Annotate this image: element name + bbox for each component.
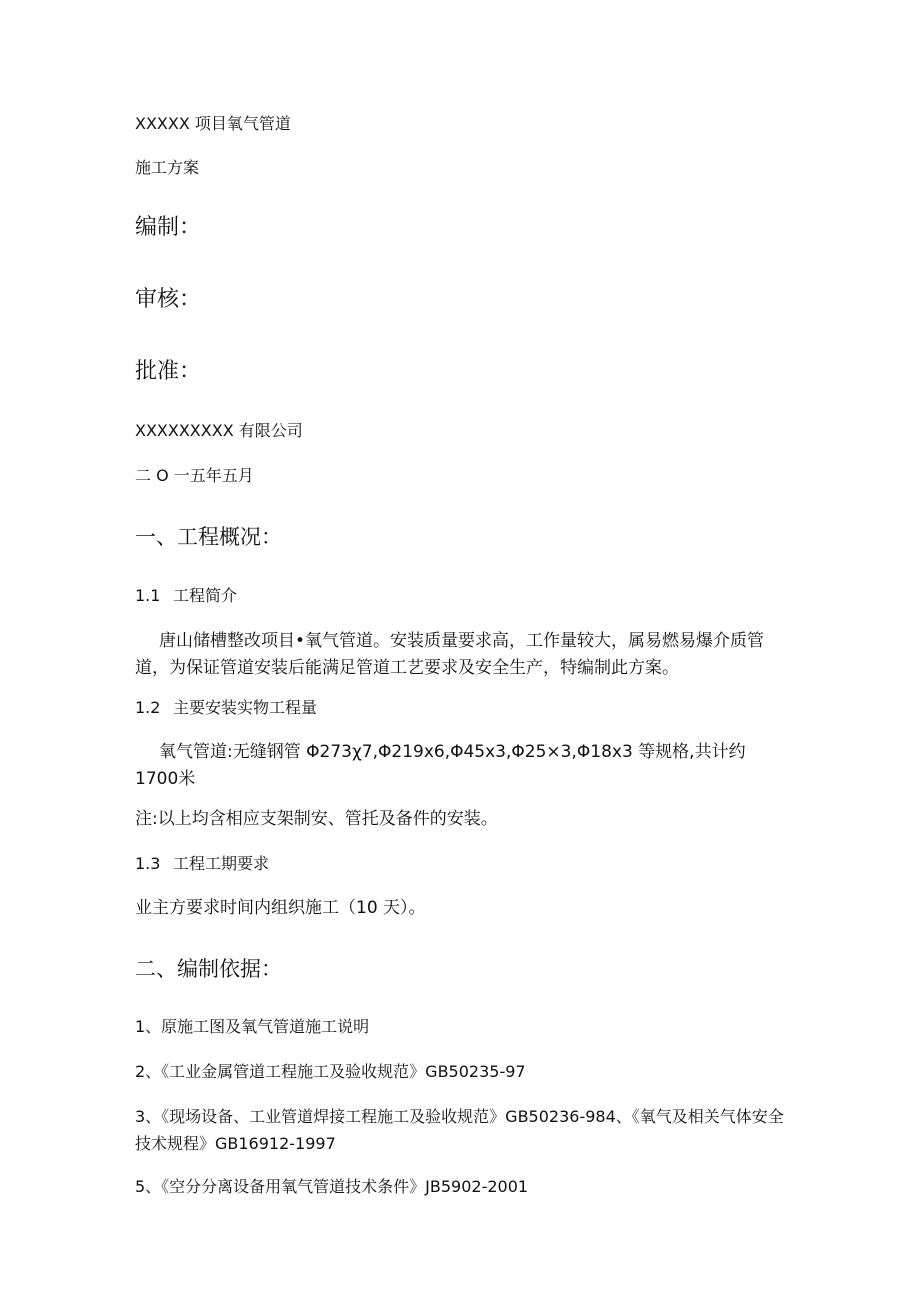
- section-2-heading: 二、编制依据：: [135, 957, 282, 981]
- schedule-paragraph: 业主方要求时间内组织施工（10 天）。: [135, 898, 426, 918]
- subsection-title: 主要安装实物工程量: [173, 698, 318, 717]
- quantity-paragraph: 氧气管道:无缝钢管 Φ273χ7,Φ219x6,Φ45x3,Φ25×3,Φ18x3 等规格,共计约 1700米: [135, 742, 746, 789]
- subsection-1-3-heading: [135, 854, 269, 874]
- basis-item: 2、《工业金属管道工程施工及验收规范》GB50235-97: [135, 1062, 526, 1081]
- prepared-by-label: 编制：: [135, 215, 202, 240]
- quantity-note: 注:以上均含相应支架制安、管托及备件的安装。: [135, 809, 498, 829]
- basis-item: 1、原施工图及氧气管道施工说明: [135, 1017, 370, 1036]
- subsection-title: 工程工期要求: [173, 854, 270, 873]
- project-title: XXXXX 项目氧气管道: [135, 114, 291, 133]
- company-name: XXXXXXXXX 有限公司: [135, 421, 303, 440]
- document-type: 施工方案: [135, 158, 200, 177]
- project-intro-paragraph: 唐山储槽整改项目•氧气管道。安装质量要求高，工作量较大，属易燃易爆介质管道，为保证管道安装后能满足管道工艺要求及安全生产，特编制此方案。: [135, 631, 765, 678]
- subsection-number: 1.1: [135, 586, 161, 605]
- subsection-title: 工程简介: [173, 586, 238, 605]
- basis-item: 3、《现场设备、工业管道焊接工程施工及验收规范》GB50236-984、《氧气及相关气体安全技术规程》GB16912-1997: [135, 1107, 784, 1153]
- approved-by-label: 批准：: [135, 359, 202, 384]
- subsection-1-2-heading: [135, 698, 317, 718]
- subsection-1-1-heading: [135, 586, 237, 606]
- document-date: 二 O 一五年五月: [135, 466, 254, 485]
- section-1-heading: 一、工程概况：: [135, 525, 282, 549]
- subsection-number: 1.3: [135, 854, 161, 873]
- basis-item: 5、《空分分离设备用氧气管道技术条件》JB5902-2001: [135, 1177, 529, 1196]
- subsection-number: 1.2: [135, 698, 161, 717]
- reviewed-by-label: 审核：: [135, 287, 202, 312]
